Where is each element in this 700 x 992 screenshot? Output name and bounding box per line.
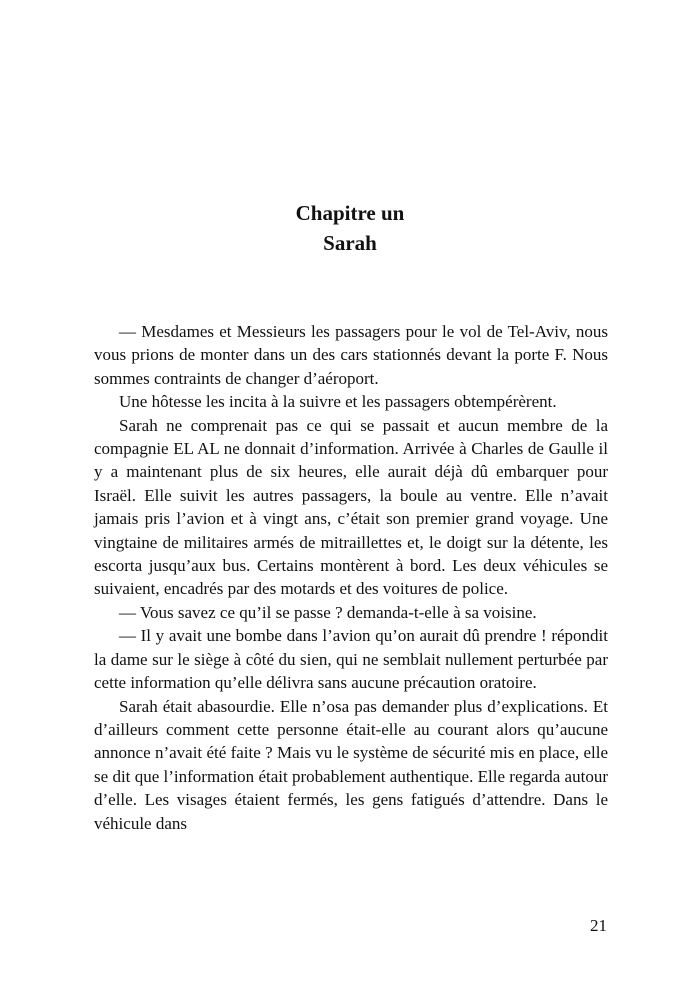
- chapter-subtitle: Sarah: [323, 231, 377, 255]
- chapter-title: Chapitre un: [295, 201, 405, 225]
- page-number: 21: [590, 916, 607, 935]
- paragraph: Sarah était abasourdie. Elle n’osa pas demander plus d’explications. Et d’ailleurs comment cette personne était-elle au courant alors qu’aucune annonce n’avait été faite ? Mais vu le système de sécurité mis en place, elle se dit que l’information était probablement authentique. Elle regarda autour d’elle. Les visages étaient fermés, les gens fatigués d’attendre. Dans le véhicule dans: [94, 696, 608, 833]
- chapter-heading: [0, 198, 700, 258]
- paragraph: — Vous savez ce qu’il se passe ? demanda-t-elle à sa voisine.: [119, 602, 537, 622]
- chapter-body: [94, 320, 608, 835]
- paragraph: — Il y avait une bombe dans l’avion qu’on aurait dû prendre ! répondit la dame sur le siège à côté du sien, qui ne semblait nullement perturbée par cette information qu’elle délivra sans aucune précaution oratoire.: [94, 626, 608, 693]
- paragraph: Une hôtesse les incita à la suivre et les passagers obtempérèrent.: [119, 392, 557, 412]
- paragraph: Sarah ne comprenait pas ce qui se passait et aucun membre de la compagnie EL AL ne donnait d’information. Arrivée à Charles de Gaulle il y a maintenant plus de six heures, elle aurait déjà dû embarquer pour Israël. Elle suivit les autres passagers, la boule au ventre. Elle n’avait jamais pris l’avion et à vingt ans, c’était son premier grand voyage. Une vingtaine de militaires armés de mitraillettes et, le doigt sur la détente, les escorta jusqu’aux bus. Certains montèrent à bord. Les deux véhicules se suivaient, encadrés par des motards et des voitures de police.: [94, 415, 608, 599]
- paragraph: — Mesdames et Messieurs les passagers pour le vol de Tel-Aviv, nous vous prions de monter dans un des cars stationnés devant la porte F. Nous sommes contraints de changer d’aéroport.: [94, 322, 608, 388]
